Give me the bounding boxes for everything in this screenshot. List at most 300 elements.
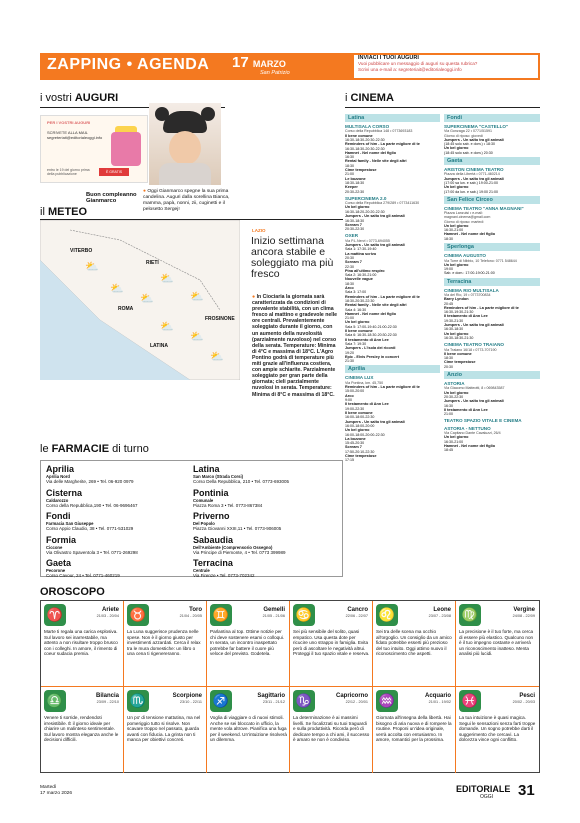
cinema-address: Via Giacomo Matteotti, 8 • 069843587	[444, 386, 505, 391]
cinema-name: MULTISALA CORSO	[345, 124, 390, 129]
cinema-heading	[345, 92, 394, 104]
showtimes: Sab. e dom.: 17:00-19:00-21:00	[444, 271, 495, 276]
showtimes: 17:50-20:10-22:30	[345, 449, 375, 454]
pharmacy-entry	[46, 464, 191, 485]
showtimes: 9:00	[345, 398, 352, 403]
sign-dates: 23/07 - 23/08	[428, 614, 451, 618]
sign-dates: 21/01 - 19/02	[428, 700, 451, 704]
sign-name: Pesci	[519, 693, 535, 699]
page-number: 31	[518, 782, 535, 799]
showtimes: 16:30-18:30-20:30-22:30	[345, 138, 385, 143]
cinema-address: Via del Rio, 19 • 0773700834	[444, 292, 491, 297]
birthday-photo	[149, 103, 221, 185]
sign-dates: 21/05 - 21/06	[262, 614, 285, 618]
showtimes: (18:45 solo sab. e dom.) • 18:30	[444, 142, 496, 147]
pharmacy-entry	[193, 535, 341, 556]
cinema-address: Corso della Repubblica 279/289 • 0773411630	[345, 201, 420, 206]
pharmacy-address: Via delle Margherite, 269 • Tel. 06-920 0979	[46, 479, 134, 484]
film-title: Un bel giorno	[444, 146, 469, 151]
pharmacy-name: San Marco (Strada Corsi)	[193, 474, 244, 479]
cinema-address: Via P.L.Nervi • 0773-694055	[345, 238, 390, 243]
horoscope-sign-gemelli	[207, 601, 290, 687]
sign-text: La precisione è il tuo forte, ma cerca di essere più elastico. Qualcuno non è il tuo impegno costante e arriverà un riconoscimento inatteso. Menta analisi più lucidi.	[459, 629, 534, 657]
showtimes: 16:00-18:00-20:00	[345, 423, 375, 428]
showtimes: Sala 6: 16:30-18:30-20:30-22:30	[345, 333, 397, 338]
birthday-text	[143, 189, 230, 213]
horoscope-sign-leone	[373, 601, 456, 687]
sign-text: Giornata all'insegna della libertà. Hai bisogno di aria nuova e di rompere la routine. Proponi un'idea originale, verrà accolta con entusiasmo. In amore, romantici per la prossima.	[376, 715, 452, 743]
film-title: Reminders of him - La parte migliore di te	[444, 305, 519, 310]
showtimes: 15:00-20:00	[345, 389, 365, 394]
weather-map	[40, 220, 240, 380]
sign-text: Un po' di tensione mattutina, ma nel pomeriggio tutto si risolve. Non scavare troppo nel passato, guarda avanti con fiducia. La grinta non ti manca per obiettivi concreti.	[127, 715, 201, 743]
city-rieti: RIETI	[146, 260, 159, 266]
film-title: Hamnet - Nel nome del figlio	[345, 150, 397, 155]
birthday-title: Buon compleanno Gianmarco	[86, 192, 137, 204]
film-title: Arco	[345, 393, 354, 398]
film-title: Il bene comune	[444, 351, 472, 356]
pharmacy-entry	[46, 558, 191, 579]
farmacie-heading	[40, 443, 149, 455]
film-title: Jumpers - Un salto tra gli animali	[444, 399, 504, 404]
showtimes: 16:30-21:00	[444, 228, 464, 233]
invite-title: INVIACI I TUOI AUGURI	[358, 55, 419, 61]
meteo-headline: Inizio settimana ancora stabile e soleggiato ma più fresco	[251, 235, 334, 280]
showtimes: Sala 4: 16:30	[345, 307, 367, 312]
showtimes: (17:00 sa lun. e sab.) 19:00-21:00	[444, 181, 498, 186]
showtimes: Sala 7: 19:30	[345, 342, 367, 347]
showtimes: 20:30-22:30	[345, 227, 365, 232]
film-title: Reminders of him - La parte migliore di te	[345, 294, 420, 299]
zodiac-icon: ♏	[127, 690, 149, 712]
zodiac-icon: ♑	[293, 690, 315, 712]
showtimes: Sala 3: 17:00	[345, 290, 367, 295]
sign-text: Parlantina al top. Ottime notizie per chi deve sostenere esami o colloqui. In serata, un incontro inaspettato potrebbe far battere il cuore più veloce del previsto. Godetela.	[210, 629, 285, 657]
sign-name: Gemelli	[263, 607, 285, 613]
horoscope-sign-sagittario	[207, 687, 290, 773]
promo-title: PER I VOSTRI AUGURI	[47, 120, 91, 125]
auguri-heading	[40, 92, 118, 104]
pharmacy-entry	[46, 511, 191, 532]
pharmacy-city: Terracina	[193, 558, 233, 568]
showtimes: 18:30	[345, 163, 354, 168]
showtimes: 22:30	[345, 264, 354, 269]
section-title: ZAPPING • AGENDA	[47, 56, 210, 73]
pharmacy-name: Ciccone	[46, 544, 63, 550]
pharmacy-address: Corso della Repubblica,190 • Tel. 06-9696467	[46, 502, 138, 508]
film-title: Jumpers - Un salto tra gli animali	[444, 322, 504, 327]
showtimes: 20:30-22:30	[444, 395, 464, 400]
meteo-body	[252, 294, 340, 398]
film-title: Cime tempestose	[345, 168, 377, 173]
date-month: MARZO	[252, 59, 286, 69]
showtimes: 18:30	[444, 236, 453, 241]
pharmacy-address: Corso Della Repubblica, 210 • Tel. 0773-693005	[193, 479, 290, 484]
sign-name: Toro	[189, 607, 202, 613]
film-title: La bozzone	[345, 436, 366, 441]
film-title: Hamnet - Nel nome del figlio	[444, 232, 496, 237]
film-title: Un bel giorno	[444, 185, 469, 190]
showtimes: (18:45 solo sab. e dom.) 20:30	[444, 150, 493, 155]
sign-name: Acquario	[424, 693, 451, 699]
cinema-address: Corso della Repubblica 148 • 0773693183	[345, 129, 413, 134]
cinema-name: ARISTON CINEMA TEATRO	[444, 167, 504, 173]
film-title: Jumpers - Un salto tra gli animali	[444, 137, 504, 142]
sun-cloud-icon: ⛅	[190, 291, 204, 303]
film-title: Scream 7	[345, 222, 362, 227]
saint-of-day: San Patrizio	[260, 70, 290, 76]
horoscope-sign-ariete	[41, 601, 124, 687]
farmacie-right-column	[193, 464, 341, 582]
film-title: Reminders of him - La parte migliore di te	[345, 142, 420, 147]
free-badge: È GRATIS	[99, 168, 129, 176]
cake-icon	[111, 132, 141, 166]
sun-cloud-icon: ⛅	[140, 293, 154, 305]
horoscope-sign-scorpione	[124, 687, 207, 773]
showtimes: 18:30-20:30-22:30	[345, 298, 375, 303]
film-title: Hamnet - Nel nome del figlio	[345, 311, 397, 316]
film-title: La mattina scrivo	[345, 251, 377, 256]
farmacie-heading-c: di turno	[109, 443, 149, 455]
pharmacy-entry	[193, 511, 341, 532]
cinema-address: Piazza della Libertà • 0771-460214	[444, 172, 500, 177]
hat-icon	[163, 111, 207, 133]
pharmacy-address: Via Olivastro Spaventola 3 • Tel. 0771-269298	[46, 549, 138, 555]
sign-dates: 24/08 - 22/09	[512, 614, 535, 618]
sign-text: Sei più sensibile del solito, quasi empatico. Usa questa dote per ricucire uno strappo in famiglia. Evita però di ascoltare le negatività altrui. Proteggi il tuo spazio vitale e reserva.	[293, 629, 370, 657]
film-title: Rental family - Nelle vite degli altri	[345, 159, 407, 164]
cinema-name: CINEMA TEATRO TRAIANO	[444, 342, 504, 348]
film-title: Scream 7	[345, 260, 362, 265]
film-title: Le bozzone	[345, 176, 366, 181]
film-title: Un bel giorno	[345, 205, 370, 210]
cinema-city-header: Terracina	[444, 278, 540, 286]
cinema-name: CINEMA RIO MULTISALA	[444, 287, 499, 293]
zodiac-icon: ♋	[293, 604, 315, 626]
footer-brand	[456, 784, 511, 800]
cinema-city-header: Anzio	[444, 371, 540, 379]
cinema-city-header: Fondi	[444, 114, 540, 122]
showtimes: 16:00-18:00-22:30	[345, 415, 375, 420]
pharmacy-name: Comunale	[193, 497, 214, 503]
horoscope-sign-pesci	[456, 687, 539, 773]
pharmacy-entry	[46, 488, 191, 509]
sign-dates: 20/02 - 20/03	[512, 700, 535, 704]
showtimes: 19:20	[345, 350, 354, 355]
cinema-city-header: Latina	[345, 114, 440, 122]
zodiac-icon: ♌	[376, 604, 398, 626]
film-title: Un bel giorno	[444, 331, 469, 336]
cinema-city-header: Gaeta	[444, 157, 540, 165]
cinema-name: ASTORIA	[444, 381, 465, 386]
horoscope-sign-toro	[124, 601, 207, 687]
farmacie-heading-a: le	[40, 443, 52, 455]
showtimes: 16:30-18:30	[444, 327, 464, 332]
showtimes: 16:30-21:00	[444, 439, 464, 444]
cinema-address: Via Gonzaga 22 • 0771/51591	[444, 129, 492, 134]
cinema-address: Giorno di riposo: martedì	[444, 219, 484, 224]
meteo-heading	[40, 206, 87, 218]
sign-dates: 22/06 - 22/07	[345, 614, 368, 618]
film-title: Jumpers - L'isola dei ricordi	[345, 346, 396, 351]
cinema-name: CINEMA LUX	[345, 375, 374, 381]
film-title: Il testamento di Ann Lee	[444, 407, 488, 412]
farmacie-box	[40, 460, 343, 577]
auguri-heading-a: i vostri	[40, 92, 75, 104]
invite-box	[354, 55, 538, 78]
sign-text: Marte ti regala una carica esplosiva. Sul lavoro sei inarrestabile, ma attento a non risultare troppo brusco con i colleghi. In amore, il rimento di coeur sudacia premia.	[44, 629, 118, 657]
horoscope-sign-acquario	[373, 687, 456, 773]
cinema-address: Via Pontina, km. 45,750	[345, 380, 384, 385]
pharmacy-name: Aprilia Nord	[46, 474, 70, 479]
pharmacy-city: Fondi	[46, 511, 71, 521]
sign-text: La determinazione è ai massimi livelli. Se focalizzati su tuoi traguardi e sulla produttività. Ricorda però di dedicare tempo a chi ami, il successo è amaro se non è condiviso.	[293, 715, 370, 743]
cinema-column-1	[345, 112, 440, 580]
cinema-city-header: Sperlonga	[444, 243, 540, 251]
showtimes: 16:30-18:20-20:20-22:30	[345, 209, 385, 214]
zodiac-icon: ♓	[459, 690, 481, 712]
showtimes: 16:30-19:30-21:30	[444, 310, 474, 315]
sign-text: Sei tra delle scena ma occhio all'orgoglio. Un consiglio da un amico fidato potrebbe esserti più prezioso del tuo intuito. Oggi attimo nuovo il riconoscimento che aspetti.	[376, 629, 452, 657]
film-title: Un bel giorno	[444, 390, 469, 395]
city-frosinone: FROSINONE	[205, 316, 235, 322]
sign-text: La tua intuizione è quasi magica. Segui le sensazioni senza farti troppe domande. Un sogno potrebbe darti il suggerimento che cercavi. La dolcezza vince ogni conflitto.	[459, 715, 536, 743]
showtimes: 16:30	[444, 403, 453, 408]
promo-note: entro le 19 del giorno prima della pubblicazione	[47, 168, 90, 176]
cinema-address: Via Torre di Nibbio, 10 Telefono: 0771 548644	[444, 258, 517, 263]
promo-body: SCRIVETE ALLA MAIL segreteriait@editorialeoggi.info	[47, 130, 103, 140]
cinema-name: OXER	[345, 233, 359, 239]
film-title: Epic - Elvis Presley in concert	[345, 354, 400, 359]
sign-text: La Luna suggerisce prudenza nelle spese. Non è il giorno giusto per investimenti azzardati. Cerca il relax tra le mura domestiche: un libro o una cena ti rigenereranno.	[127, 629, 201, 657]
showtimes: 16:30-18:30-21:30	[444, 335, 474, 340]
city-roma: ROMA	[118, 306, 134, 312]
pharmacy-entry	[193, 558, 341, 579]
film-title: Un bel giorno	[345, 428, 370, 433]
date-day: 17	[232, 54, 249, 71]
sun-cloud-icon: ⛅	[160, 321, 174, 333]
sign-name: Scorpione	[172, 693, 202, 699]
sign-text: Venere ti sorride, rendendoti irresistibile. È il giorno ideale per chiarire un malinteso sentimentale. Sul lavoro mostra eleganza anche le decisioni difficili.	[44, 715, 119, 743]
showtimes: 19:30-21:30	[444, 318, 464, 323]
pharmacy-city: Gaeta	[46, 558, 72, 568]
pharmacy-address: Via Principe di Piemonte, 4 • Tel. 0773 399989	[193, 549, 286, 555]
pharmacy-name: Caldarozzo	[46, 497, 69, 503]
cinema-heading-a: i	[345, 92, 351, 104]
showtimes: 20:30	[444, 364, 453, 369]
pharmacy-city: Latina	[193, 464, 220, 474]
pharmacy-city: Formia	[46, 534, 77, 545]
footer-date	[40, 785, 72, 797]
film-title: Il bene comune	[345, 329, 373, 334]
showtimes: 20:30-22:30	[345, 189, 365, 194]
film-title: Un bel giorno	[444, 262, 469, 267]
zodiac-icon: ♎	[44, 690, 66, 712]
zodiac-icon: ♍	[459, 604, 481, 626]
showtimes: 16:30-18:30	[345, 218, 365, 223]
cinema-name: ASTORIA - NETTUNO	[444, 425, 491, 431]
showtimes: 18:30	[444, 356, 453, 361]
showtimes: 17:15	[345, 458, 354, 463]
pharmacy-entry	[193, 488, 341, 509]
horoscope-sign-capricorno	[290, 687, 373, 773]
pharmacy-name: Dell'Ambiente (Comprensorio Ossegno)	[193, 544, 273, 550]
showtimes: 21:00	[345, 316, 354, 321]
pharmacy-address: Piazza Giovanni XXIII,11 • Tel. 0773-906005	[193, 526, 282, 531]
cinema-address: magnani.cinema@gmail.com	[444, 215, 491, 220]
sign-text: Voglia di viaggiare o di nuovi stimoli. Anche se sei bloccato in ufficio, la mente vola altrove. Pianifica una fuga per il weekend. Un'intuizione risolverà un dilemma.	[210, 715, 287, 743]
film-title: Un bel giorno	[444, 435, 469, 440]
showtimes: 18:30-18:30	[345, 181, 365, 186]
sign-name: Cancro	[347, 607, 368, 613]
horoscope-sign-bilancia	[41, 687, 124, 773]
meteo-region: LAZIO	[252, 228, 266, 233]
pharmacy-address: Corso Appio Claudio, 38 • Tel. 0771-531029	[46, 526, 134, 531]
showtimes: 21:30	[345, 359, 354, 364]
showtimes: 18:45	[444, 448, 453, 453]
pharmacy-name: Farmacia San Giuseppe	[46, 521, 94, 526]
pharmacy-city: Cisterna	[46, 487, 83, 498]
pharmacy-entry	[193, 464, 341, 485]
city-latina: LATINA	[150, 343, 168, 349]
cinema-city-header: Aprilia	[345, 365, 440, 373]
sign-dates: 23/11 - 21/12	[262, 700, 285, 704]
showtimes: 19:00-22:30	[345, 406, 365, 411]
film-title: Cime tempestose	[444, 360, 476, 365]
cinema-name: TEATRO SPAZIO VITALE E CINEMA	[444, 418, 522, 424]
city-viterbo: VITERBO	[70, 248, 93, 254]
showtimes: 15:45-20:30	[345, 441, 365, 446]
bullet-icon: ●	[252, 294, 257, 300]
sign-name: Sagittario	[257, 693, 285, 699]
brand-sub: OGGI	[480, 794, 494, 800]
film-title: Pina all'ultimo respiro	[345, 268, 385, 273]
auguri-promo-image	[40, 115, 148, 183]
cinema-city-header: San Felice Circeo	[444, 196, 540, 204]
film-title: Hamnet - Nel nome del figlio	[444, 444, 496, 449]
pharmacy-city: Priverno	[193, 511, 230, 521]
child-face	[169, 131, 201, 165]
footer-day: Martedì	[40, 785, 57, 790]
sign-dates: 23/10 - 22/11	[179, 700, 202, 704]
film-title: Il bene comune	[345, 133, 373, 138]
showtimes: 20:30	[345, 255, 354, 260]
sign-dates: 23/09 - 22/10	[96, 700, 119, 704]
cinema-name: SUPERCINEMA "CASTELLO"	[444, 124, 509, 129]
showtimes: Sala 2: 16:30-21:00	[345, 273, 377, 278]
showtimes: 16:00-18:00-20:00-22:30	[345, 432, 385, 437]
film-title: Il testamento di Ann Lee	[345, 337, 389, 342]
pharmacy-address: Via Firenze • Tel. 0773-702342	[193, 573, 255, 578]
film-title: Il testamento di Ann Lee	[444, 314, 488, 319]
sun-cloud-icon: ⛅	[85, 261, 99, 273]
cinema-column-2	[444, 112, 540, 580]
showtimes: Sala 5: 17:00-19:40-21:00-22:30	[345, 324, 397, 329]
pharmacy-name: Centrale	[193, 568, 210, 573]
invite-line-2[interactable]: Scrivi una e-mail a: segreteriait@editorialeoggi.info	[358, 67, 462, 72]
brand-name: EDITORIALE	[456, 784, 511, 794]
pharmacy-city: Pontinia	[193, 487, 229, 498]
film-title: Jumpers - Un salto tra gli animali	[345, 242, 405, 247]
birthday-text-body: Oggi Gianmarco spegne la sua prima candelina. Auguri dalla sorellina Bianca, mamma, papà, nonni, zii, cuginetti e il pelosetto Sergej!	[143, 189, 230, 212]
showtimes: 16:30-18:30-20:30-22:30	[345, 146, 385, 151]
pharmacy-name: Pecorone	[46, 568, 66, 573]
footer-date-text: 17 marzo 2026	[40, 791, 72, 796]
sign-name: Bilancia	[95, 693, 119, 699]
film-title: Un bel giorno	[444, 223, 469, 228]
cinema-address: Piazza Lanzuisi • e-mail:	[444, 211, 484, 216]
showtimes: (17:00 da lun. e sab.) 19:00 21:00	[444, 189, 498, 194]
meteo-heading-a: il	[40, 206, 48, 218]
film-title: Jumpers - Un salto tra gli animali	[345, 419, 405, 424]
film-title: Cime tempestose	[345, 453, 377, 458]
sun-cloud-icon: ⛅	[110, 283, 124, 295]
cinema-address: Via Traiano 16/18 • 0773-707190	[444, 347, 497, 352]
sign-dates: 21/04 - 20/05	[179, 614, 202, 618]
oroscopo-grid	[40, 600, 540, 773]
sun-cloud-icon: ⛅	[190, 331, 204, 343]
film-title: Reminders of him - La parte migliore di te	[345, 385, 420, 390]
sign-name: Ariete	[101, 607, 119, 613]
pharmacy-name: Del Popolo	[193, 521, 215, 526]
cinema-address: Via Capitano Dante Cavaluzzi, 26/4	[444, 431, 501, 436]
film-title: Jumpers - Un salto tra gli animali	[444, 176, 504, 181]
auguri-heading-b: AUGURI	[74, 92, 119, 104]
sign-name: Capricorno	[335, 693, 368, 699]
oroscopo-heading: OROSCOPO	[40, 586, 105, 598]
bullet-icon: ●	[143, 189, 148, 194]
pharmacy-address: Corso Cavour, 24 • Tel. 0771-460219	[46, 573, 120, 578]
showtimes: 19:00	[444, 267, 453, 272]
cinema-name: CINEMA AUGUSTO	[444, 253, 486, 259]
header-date	[232, 54, 286, 71]
meteo-body-text: In Ciociaria la giornata sarà caratterizzata da condizioni di prevalente stabilità, con un clima fresco al mattino e gradevole nelle ore centrali. Prevalentemente soleggiato durante il giorno, con un aumento della nuvolosità (parzialmente nuvoloso) nel corso della serata. Temperature: Minima di 4°C e massima di 18°C. L'Agro Pontino godrà di temperature più miti grazie all'influenza costiera, con ampie schiarite. Parzialmente soleggiato per gran parte della giornata; cieli parzialmente nuvolosi in serata. Temperature: Minima di 8°C e massima di 18°C.	[252, 294, 338, 398]
sign-dates: 22/12 - 20/01	[345, 700, 368, 704]
cinema-name: SUPERCINEMA 2.0	[345, 195, 387, 201]
film-title: Il testamento di Ann Lee	[345, 402, 389, 407]
film-title: Jumpers - Un salto tra gli animali	[345, 214, 405, 219]
showtimes: 20:45	[444, 301, 453, 306]
invite-line-1: Vuoi pubblicare un messaggio di auguri su questa rubrica?	[358, 61, 478, 66]
child-body	[159, 163, 211, 185]
zodiac-icon: ♉	[127, 604, 149, 626]
film-title: Keeper	[345, 185, 358, 190]
film-title: Barry Lyndon	[444, 297, 469, 302]
pharmacy-entry	[46, 535, 191, 556]
zodiac-icon: ♐	[210, 690, 232, 712]
showtimes: Sala 1: 17:30-19:40	[345, 247, 377, 252]
cinema-heading-b: CINEMA	[350, 92, 394, 104]
sign-name: Vergine	[513, 607, 535, 613]
zodiac-icon: ♈	[44, 604, 66, 626]
film-title: Scream 7	[345, 445, 362, 450]
sign-name: Leone	[433, 607, 451, 613]
zodiac-icon: ♒	[376, 690, 398, 712]
horoscope-sign-cancro	[290, 601, 373, 687]
sign-dates: 21/03 - 20/04	[96, 614, 119, 618]
zodiac-icon: ♊	[210, 604, 232, 626]
pharmacy-city: Aprilia	[46, 464, 75, 474]
horoscope-sign-vergine	[456, 601, 539, 687]
cinema-address: Giorno di riposo: giovedì	[444, 133, 483, 138]
farmacie-left-column	[46, 464, 191, 582]
pharmacy-city: Sabaudia	[193, 534, 234, 545]
divider	[345, 107, 540, 108]
film-title: Un bel giorno	[345, 320, 370, 325]
cinema-name: CINEMA TEATRO "ANNA MAGNANI"	[444, 205, 524, 211]
film-title: Arco	[345, 285, 354, 290]
film-title: Rental family - Nelle vite degli altri	[345, 303, 407, 308]
